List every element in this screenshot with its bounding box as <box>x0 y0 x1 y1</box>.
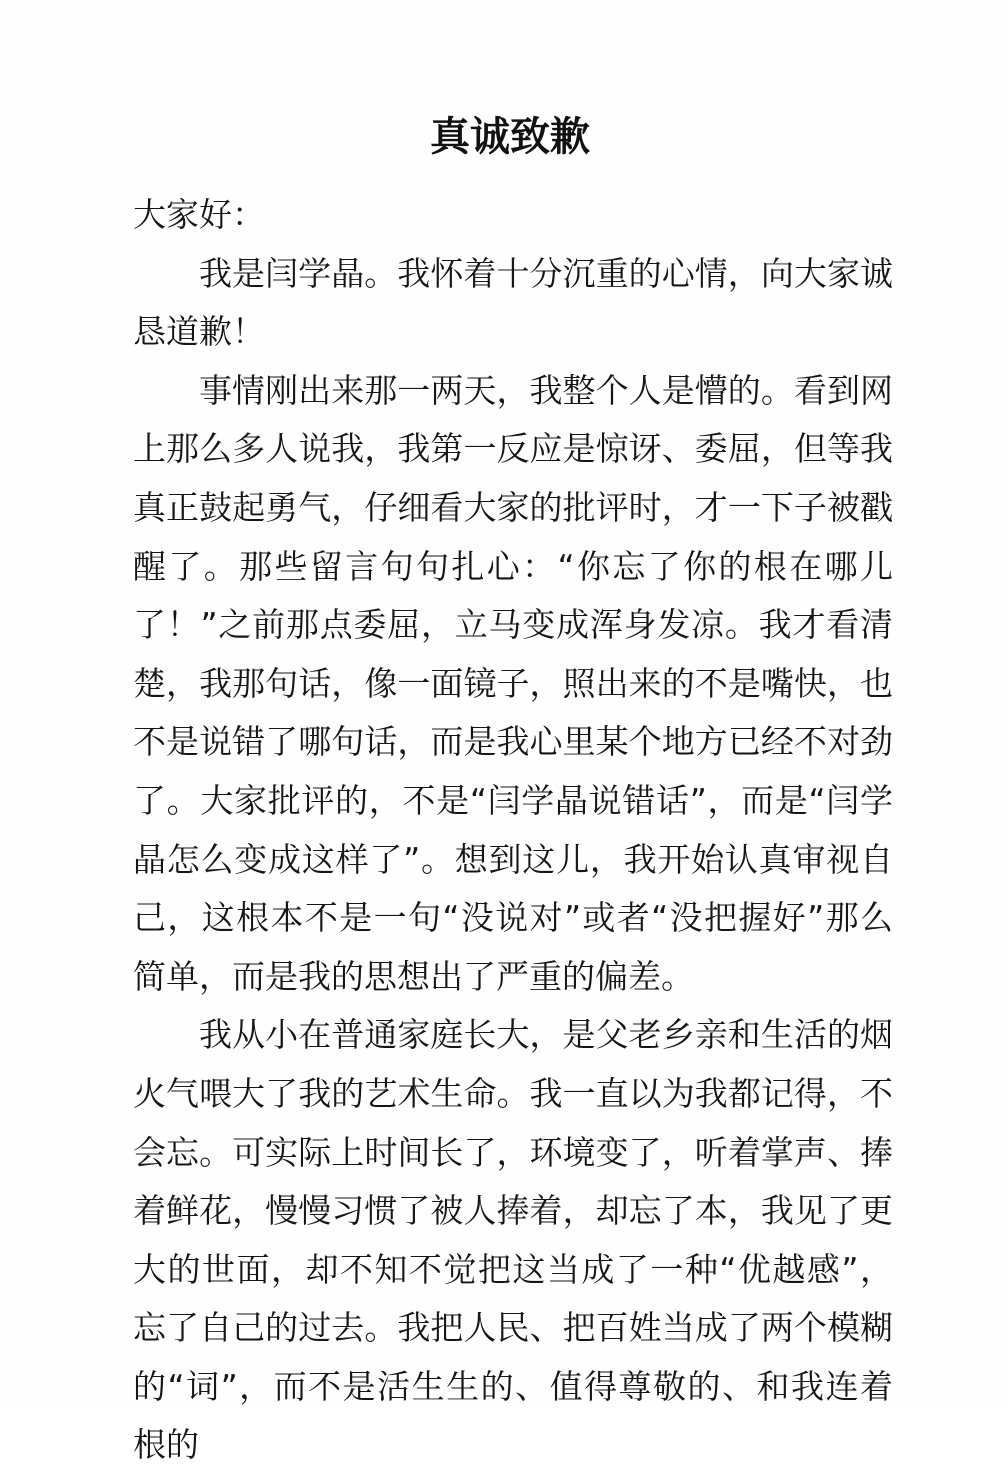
document-title: 真诚致歉 <box>430 114 590 160</box>
paragraph-2: 事情刚出来那一两天，我整个人是懵的。看到网上那么多人说我，我第一反应是惊讶、委屈，但等我真正鼓起勇气，仔细看大家的批评时，才一下子被戳醒了。那些留言句句扎心：“你忘了你的根在哪儿了！”之前那点委屈，立马变成浑身发凉。我才看清楚，我那句话，像一面镜子，照出来的不是嘴快，也不是说错了哪句话，而是我心里某个地方已经不对劲了。大家批评的，不是“闫学晶说错话”，而是“闫学晶怎么变成这样了”。想到这儿，我开始认真审视自己，这根本不是一句“没说对”或者“没把握好”那么简单，而是我的思想出了严重的偏差。 <box>133 370 893 996</box>
paragraph-1: 我是闫学晶。我怀着十分沉重的心情，向大家诚恳道歉！ <box>133 253 893 352</box>
paragraph-3: 我从小在普通家庭长大，是父老乡亲和生活的烟火气喂大了我的艺术生命。我一直以为我都记得，不会忘。可实际上时间长了，环境变了，听着掌声、捧着鲜花，慢慢习惯了被人捧着，却忘了本，我见了更大的世面，却不知不觉把这当成了一种“优越感”，忘了自己的过去。我把人民、把百姓当成了两个模糊的“词”，而不是活生生的、值得尊敬的、和我连着根的 <box>133 1015 893 1465</box>
salutation: 大家好： <box>133 195 265 234</box>
document-body <box>133 186 893 1475</box>
